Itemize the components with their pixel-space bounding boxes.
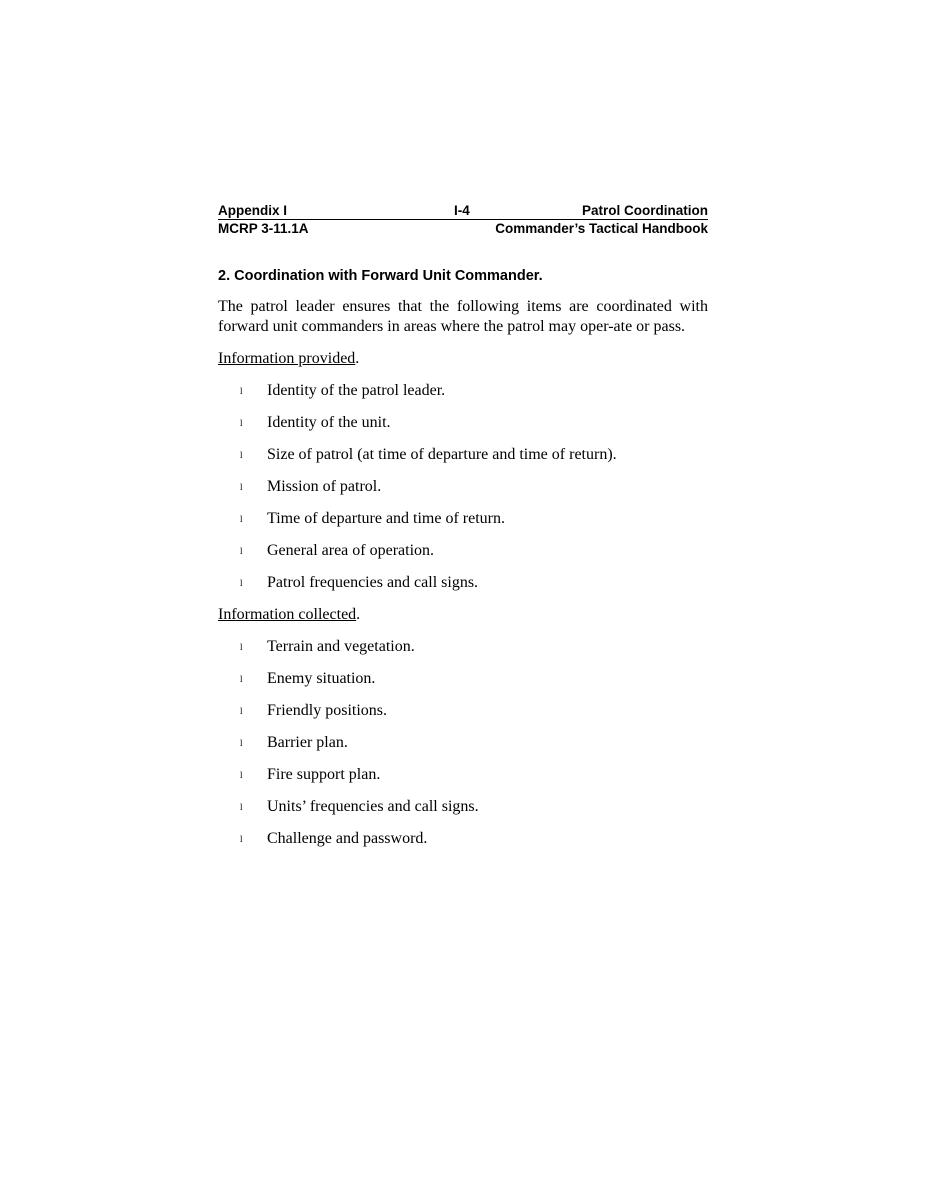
- list-item-text: Fire support plan.: [267, 766, 381, 783]
- list-item-text: Enemy situation.: [267, 670, 376, 687]
- header-publication-number: MCRP 3-11.1A: [218, 221, 309, 236]
- list-item: [218, 765, 708, 785]
- bullet-icon: l: [240, 642, 243, 652]
- list-item: [218, 573, 708, 593]
- bullet-icon: l: [240, 578, 243, 588]
- list-item: [218, 637, 708, 657]
- bullet-icon: l: [240, 450, 243, 460]
- header-row-bottom: [218, 220, 708, 237]
- running-header: [218, 202, 708, 237]
- bullet-icon: l: [240, 482, 243, 492]
- list-item-text: Mission of patrol.: [267, 478, 382, 495]
- list-item-text: Time of departure and time of return.: [267, 510, 506, 527]
- list-item: [218, 829, 708, 849]
- bullet-icon: l: [240, 386, 243, 396]
- list-item-text: Barrier plan.: [267, 734, 348, 751]
- subhead-provided-label: Information provided: [218, 350, 356, 367]
- provided-list: [218, 381, 708, 593]
- list-item: [218, 701, 708, 721]
- bullet-icon: l: [240, 802, 243, 812]
- bullet-icon: l: [240, 738, 243, 748]
- list-item-text: Units’ frequencies and call signs.: [267, 798, 479, 815]
- bullet-icon: l: [240, 514, 243, 524]
- list-item-text: Terrain and vegetation.: [267, 638, 415, 655]
- bullet-icon: l: [240, 770, 243, 780]
- bullet-icon: l: [240, 418, 243, 428]
- list-item-text: Friendly positions.: [267, 702, 388, 719]
- list-item: [218, 413, 708, 433]
- list-item-text: Identity of the unit.: [267, 414, 391, 431]
- intro-paragraph: The patrol leader ensures that the following items are coordinated with forward unit commanders in areas where the patrol may oper-ate or pass.: [218, 298, 708, 335]
- list-item-text: Identity of the patrol leader.: [267, 382, 446, 399]
- bullet-icon: l: [240, 546, 243, 556]
- list-item: [218, 381, 708, 401]
- list-item-text: Challenge and password.: [267, 830, 428, 847]
- header-appendix: Appendix I: [218, 203, 288, 218]
- list-item: [218, 509, 708, 529]
- list-item-text: General area of operation.: [267, 542, 435, 559]
- header-page-number: I-4: [454, 203, 470, 218]
- collected-list: [218, 637, 708, 849]
- list-item: [218, 733, 708, 753]
- header-row-top: [218, 202, 708, 220]
- header-publication-title: Commander’s Tactical Handbook: [495, 221, 708, 236]
- bullet-icon: l: [240, 834, 243, 844]
- list-item: [218, 445, 708, 465]
- page-content: [218, 202, 708, 849]
- list-item: [218, 541, 708, 561]
- bullet-icon: l: [240, 706, 243, 716]
- list-item: [218, 477, 708, 497]
- bullet-icon: l: [240, 674, 243, 684]
- list-item-text: Patrol frequencies and call signs.: [267, 574, 479, 591]
- subhead-information-collected: Information collected.: [218, 606, 361, 623]
- list-item: [218, 797, 708, 817]
- list-item: [218, 669, 708, 689]
- subhead-information-provided: Information provided.: [218, 350, 360, 367]
- section-heading: 2. Coordination with Forward Unit Commander.: [218, 268, 543, 284]
- header-chapter-title: Patrol Coordination: [582, 203, 708, 218]
- subhead-collected-label: Information collected: [218, 606, 357, 623]
- list-item-text: Size of patrol (at time of departure and time of return).: [267, 446, 617, 463]
